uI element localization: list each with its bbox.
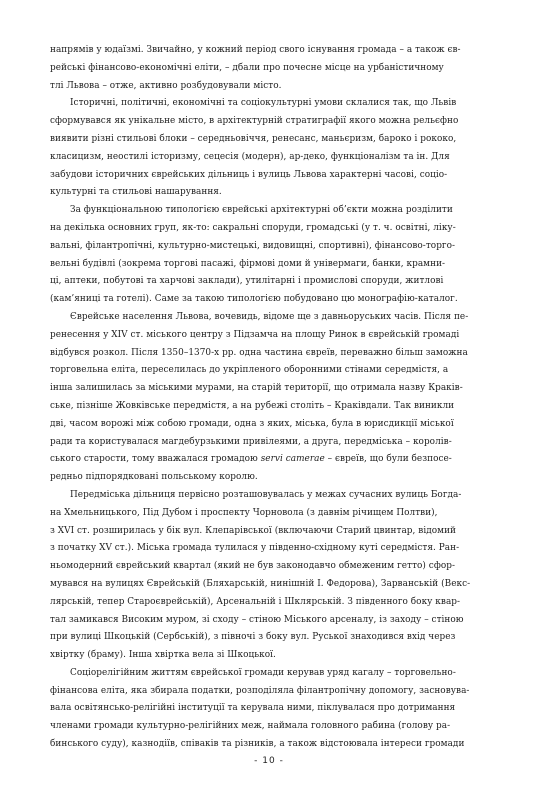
paragraph-1 — [50, 42, 512, 95]
text-line: фінансова еліта, яка збирала податки, розподіляла філантропічну допомогу, засновува- — [50, 685, 470, 696]
text-line: лярській, тепер Староєврейській), Арсенальній і Шклярській. З південного боку квар- — [50, 596, 461, 607]
page-number: - 10 - — [254, 756, 284, 766]
text-line: хвіртку (браму). Інша хвіртка вела зі Шкоцької. — [50, 650, 276, 661]
text-line: рейські фінансово-економічні еліти, – дбали про почесне місце на урбаністичному — [50, 62, 444, 73]
text-line: інша залишилась за міськими мурами, на старій території, що отримала назву Краків- — [50, 383, 463, 394]
text-line: вала освітянсько-релігійні інституції та керувала ними, піклувалася про дотримання — [50, 703, 456, 714]
text-line: культурні та стильові нашарування. — [50, 187, 222, 198]
text-line: забудови історичних єврейських дільниць і вулиць Львова характерні часові, соціо- — [50, 169, 448, 180]
paragraph-4 — [50, 309, 512, 487]
paragraph-5 — [50, 487, 512, 665]
text-line: торговельна еліта, переселилась до укріпленого оборонними стінами середмістя, а — [50, 365, 449, 376]
text-line: з початку XV ст.). Міська громада тулилася у південно-східному куті середмістя. Ран- — [50, 543, 460, 554]
paragraph-3 — [50, 202, 512, 309]
text-line: Соціорелігійним життям єврейської громади керував уряд кагалу – торговельно- — [70, 667, 456, 678]
latin-term: servi camerae — [260, 454, 325, 465]
text-line: напрямів у юдаїзмі. Звичайно, у кожний період свого існування громада – а також єв- — [50, 45, 461, 55]
text-line: За функціональною типологією єврейські архітектурні об’єкти можна розділити — [70, 205, 453, 216]
body-text — [50, 42, 512, 754]
text-line: ренесення у XIV ст. міського центру з Підзамча на площу Ринок в єврейській громаді — [50, 329, 460, 340]
text-line: тлі Львова – отже, активно розбудовували місто. — [50, 80, 282, 91]
text-line: виявити різні стильові блоки – середньовіччя, ренесанс, маньєризм, бароко і рококо, — [50, 133, 457, 144]
paragraph-6 — [50, 665, 512, 754]
text-line: сформувався як унікальне місто, в архітектурній стратиграфії якого можна рельєфно — [50, 116, 459, 127]
text-line: ське, пізніше Жовківське передмістя, а на рубежі століть – Краківдали. Так виникли — [50, 400, 455, 411]
text-line: Історичні, політичні, економічні та соціокультурні умови склалися так, що Львів — [70, 98, 457, 109]
text-line: вельні будівлі (зокрема торгові пасажі, фірмові доми й універмаги, банки, крамни- — [50, 258, 446, 269]
text-line: редньо підпорядковані польському королю. — [50, 472, 258, 483]
paragraph-2 — [50, 95, 512, 202]
text-line: дві, часом ворожі між собою громади, одна з яких, міська, була в юрисдикції міської — [50, 418, 454, 429]
text-line: на декілька основних груп, як-то: сакральні споруди, громадські (у т. ч. освітні, ліку- — [50, 222, 456, 233]
text-line: класицизм, неостилі історизму, сецесія (модерн), ар-деко, функціоналізм та ін. Для — [50, 151, 450, 162]
text-line: тал замикався Високим муром, зі сходу – стіною Міського арсеналу, із заходу – стіною — [50, 614, 464, 625]
text-line: на Хмельницького, Під Дубом і проспекту Чорновола (з давнім річищем Полтви), — [50, 507, 438, 518]
text-line: Передміська дільниця первісно розташовувалась у межах сучасних вулиць Богда- — [70, 489, 462, 500]
text-line: ського старости, тому вважалася громадою servi camerae – євреїв, що були безпосе- — [50, 454, 452, 465]
text-line: вальні, філантропічні, культурно-мистецькі, видовищні, спортивні), фінансово-торго- — [50, 240, 456, 251]
text-line: Єврейське населення Львова, вочевидь, відоме ще з давньоруських часів. Після пе- — [70, 311, 469, 322]
text-line: з XVI ст. розширилась у бік вул. Клепарівської (включаючи Старий цвинтар, відомий — [50, 525, 457, 536]
text-line: членами громади культурно-релігійних меж, наймала головного рабина (голову ра- — [50, 721, 451, 732]
text-line: ці, аптеки, побутові та харчові заклади), утилітарні і промислові споруди, житлові — [50, 276, 444, 287]
text-line: мувався на вулицях Єврейській (Бляхарській, нинішній І. Федорова), Зарванській (Векс- — [50, 578, 471, 589]
text-line: відбувся розкол. Після 1350–1370-х рр. одна частина євреїв, переважно більш заможна — [50, 347, 468, 358]
text-line: ради та користувалася магдебурзькими привілеями, а друга, передміська – королів- — [50, 436, 452, 447]
text-line: (кам’яниці та готелі). Саме за такою типологією побудовано цю монографію-каталог. — [50, 294, 458, 305]
text-line: при вулиці Шкоцькій (Сербській), з півночі з боку вул. Руської знаходився вхід через — [50, 632, 456, 643]
text-line: ньомодерний єврейський квартал (який не був законодавчо обмеженим гетто) сфор- — [50, 561, 455, 572]
text-line: бинського суду), казнодіїв, співаків та різників, а також відстоювала інтереси громади — [50, 739, 465, 750]
